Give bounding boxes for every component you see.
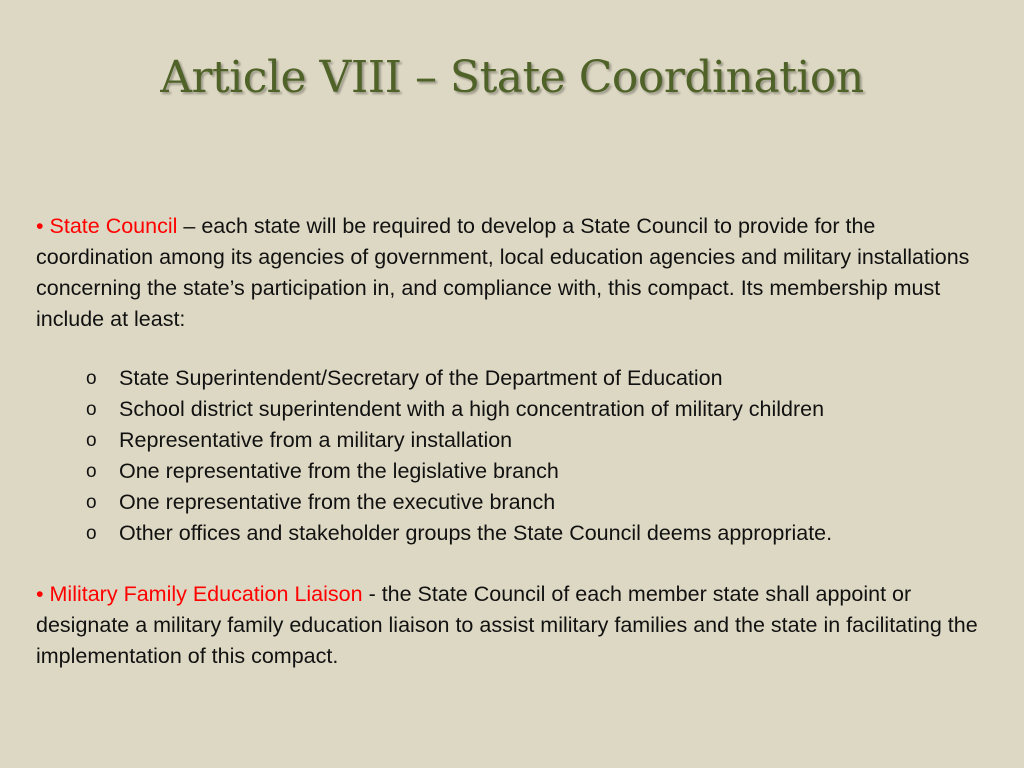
liaison-bullet: • — [36, 582, 44, 606]
liaison-term: Military Family Education Liaison — [49, 582, 363, 606]
list-item-text: Other offices and stakeholder groups the State Council deems appropriate. — [119, 521, 833, 545]
circle-bullet-icon: o — [86, 430, 97, 451]
circle-bullet-icon: o — [86, 368, 97, 389]
list-item-text: School district superintendent with a high concentration of military children — [119, 397, 825, 421]
list-item — [86, 518, 996, 549]
state-council-term: State Council — [49, 214, 178, 238]
slide-title: Article VIII – State Coordination — [160, 52, 864, 103]
list-item — [86, 487, 996, 518]
liaison-description: - the State Council of each member state shall appoint or designate a military family education liaison to assist military families and the state in facilitating the implementation of this compact. — [36, 582, 978, 668]
circle-bullet-icon: o — [86, 523, 97, 544]
state-council-bullet: • — [36, 214, 44, 238]
list-item — [86, 456, 996, 487]
list-item — [86, 363, 996, 394]
circle-bullet-icon: o — [86, 492, 97, 513]
list-item-text: One representative from the executive branch — [119, 490, 556, 514]
liaison-paragraph — [36, 579, 996, 672]
list-item — [86, 425, 996, 456]
state-council-description: – each state will be required to develop a State Council to provide for the coordination among its agencies of government, local education agencies and military installations concerning the state’s participation in, and compliance with, this compact. Its membership must include at least: — [36, 214, 970, 331]
list-item-text: Representative from a military installation — [119, 428, 513, 452]
list-item-text: One representative from the legislative branch — [119, 459, 559, 483]
list-item-text: State Superintendent/Secretary of the Department of Education — [119, 366, 723, 390]
state-council-paragraph — [36, 211, 996, 335]
circle-bullet-icon: o — [86, 399, 97, 420]
list-item — [86, 394, 996, 425]
circle-bullet-icon: o — [86, 461, 97, 482]
membership-list — [36, 363, 996, 549]
slide-body — [36, 211, 996, 672]
